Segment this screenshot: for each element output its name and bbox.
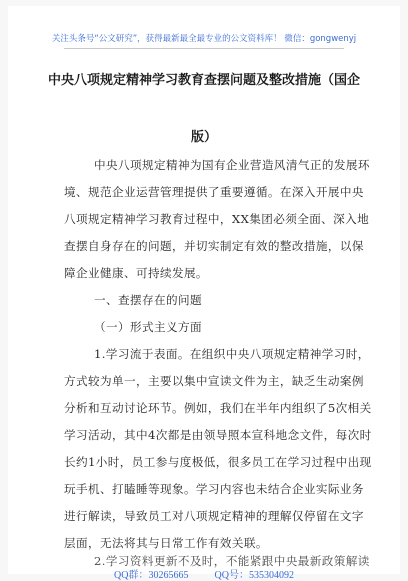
body-line: 分析和互动讨论环节。例如，我们在半年内组织了5次相关: [64, 401, 372, 415]
document-title-line-2: 版）: [190, 130, 217, 145]
body-line: 层面，无法将其与日常工作有效关联。: [64, 536, 268, 550]
body-line: 障企业健康、可持续发展。: [64, 266, 208, 280]
body-line: 进行解读，导致员工对八项规定精神的理解仅停留在文字: [64, 509, 364, 523]
body-line-cutoff: 2.学习资料更新不及时，不能紧跟中央最新政策解读: [94, 554, 370, 568]
body-line: 学习活动，其中4次都是由领导照本宣科地念文件，每次时: [64, 428, 372, 442]
footer-qq-group: QQ群：30265665: [114, 570, 189, 581]
document-page: [8, 6, 400, 581]
subsection-heading: （一）形式主义方面: [94, 320, 202, 334]
document-title-line-1: 中央八项规定精神学习教育查摆问题及整改措施（国企: [47, 73, 360, 88]
section-heading: 一、查摆存在的问题: [94, 293, 202, 307]
footer-contact: [8, 566, 400, 581]
body-line: 玩手机、打瞌睡等现象。学习内容也未结合企业实际业务: [64, 482, 364, 496]
body-line: 八项规定精神学习教育过程中，XX集团必须全面、深入地: [64, 212, 370, 226]
footer-qq-number: QQ号：535304092: [214, 570, 294, 581]
body-line: 方式较为单一，主要以集中宣读文件为主，缺乏生动案例: [64, 374, 364, 388]
header-note: 关注头条号“公文研究”，获得最新最全最专业的公文资料库！ 微信：gongwenyj: [51, 34, 357, 44]
body-line: 1.学习流于表面。在组织中央八项规定精神学习时，: [94, 347, 370, 361]
body-line: 查摆自身存在的问题，并切实制定有效的整改措施，以保: [64, 239, 364, 253]
body-line: 境、规范企业运营管理提供了重要遵循。在深入开展中央: [64, 185, 364, 199]
body-line: 中央八项规定精神为国有企业营造风清气正的发展环: [94, 158, 370, 172]
body-line: 长约1小时，员工参与度极低，很多员工在学习过程中出现: [64, 455, 372, 469]
header-divider: [64, 48, 344, 49]
